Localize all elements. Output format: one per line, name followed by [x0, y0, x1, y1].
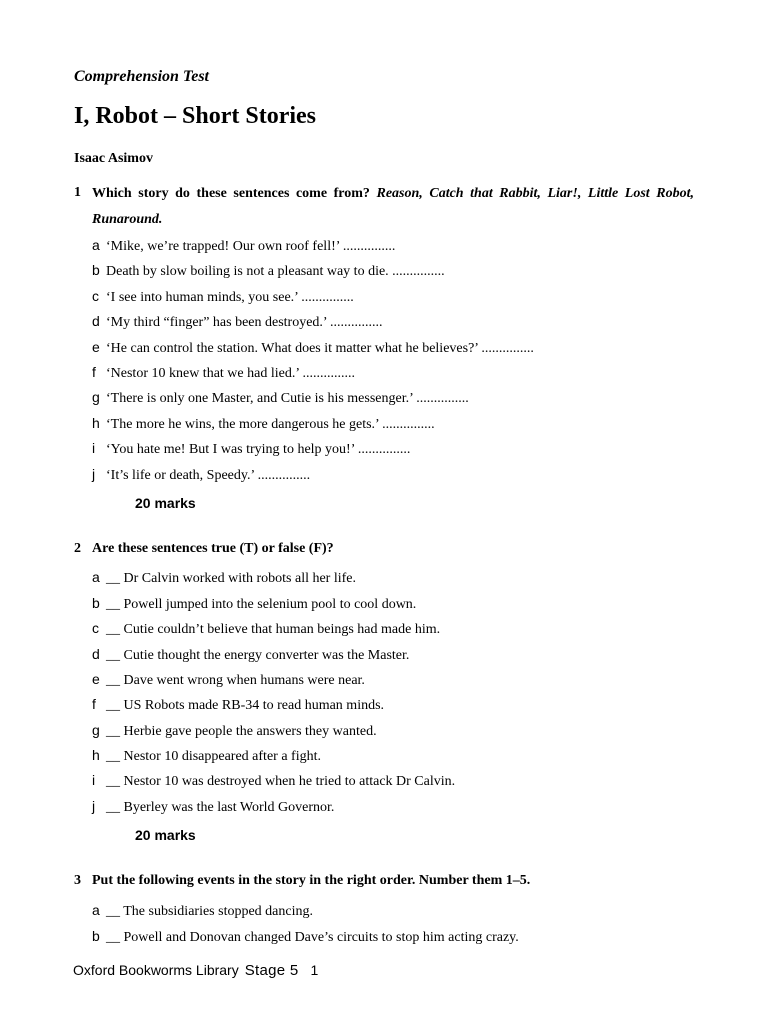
item-label: a [92, 237, 100, 253]
item-text: __ Herbie gave people the answers they wanted. [106, 724, 377, 739]
list-item [92, 772, 455, 790]
list-item [92, 288, 354, 306]
item-text: __ Cutie couldn’t believe that human beings had made him. [106, 622, 441, 637]
question-number: 3 [74, 873, 81, 888]
item-label: h [92, 747, 100, 763]
footer-stage: Stage 5 [244, 962, 299, 979]
list-item [92, 798, 334, 816]
item-text: ‘He can control the station. What does it matter what he believes?’ ............... [106, 341, 534, 356]
item-label: b [92, 928, 100, 944]
question-prompt: Which story do these sentences come from? [92, 186, 377, 201]
list-item [92, 313, 383, 331]
list-item [92, 389, 469, 407]
item-label: e [92, 339, 100, 355]
item-label: j [92, 466, 96, 482]
item-text: __ Nestor 10 disappeared after a fight. [106, 749, 321, 764]
item-text: __ Powell jumped into the selenium pool to cool down. [106, 597, 417, 612]
item-text: ‘It’s life or death, Speedy.’ ............... [106, 468, 311, 483]
story-list: Reason, Catch that Rabbit, Liar!, Little Lost Robot, Runaround. [92, 186, 694, 227]
list-item [92, 595, 416, 613]
list-item [92, 415, 435, 433]
question-number: 1 [74, 185, 81, 200]
item-label: g [92, 389, 100, 405]
list-item [92, 339, 534, 357]
item-label: f [92, 364, 96, 380]
item-label: d [92, 646, 100, 662]
author-name: Isaac Asimov [74, 151, 153, 166]
list-item [92, 237, 395, 255]
item-text: ‘My third “finger” has been destroyed.’ ............... [106, 315, 383, 330]
item-label: a [92, 569, 100, 585]
list-item [92, 440, 410, 458]
item-text: __ Dr Calvin worked with robots all her life. [106, 571, 357, 586]
list-item [92, 646, 409, 664]
item-label: b [92, 262, 100, 278]
item-text: ‘Mike, we’re trapped! Our own roof fell!’ ............... [106, 239, 396, 254]
item-text: ‘Nestor 10 knew that we had lied.’ ............... [106, 366, 355, 381]
list-item [92, 620, 440, 638]
item-label: i [92, 772, 96, 788]
item-label: c [92, 620, 99, 636]
question-text: Put the following events in the story in the right order. Number them 1–5. [92, 873, 531, 888]
list-item [92, 747, 321, 765]
footer-library: Oxford Bookworms Library [73, 962, 239, 978]
list-item [92, 569, 356, 587]
item-text: ‘There is only one Master, and Cutie is his messenger.’ ............... [106, 391, 469, 406]
item-label: i [92, 440, 96, 456]
marks-label: 20 marks [135, 495, 196, 511]
item-label: c [92, 288, 99, 304]
item-text: __ US Robots made RB-34 to read human minds. [106, 698, 385, 713]
item-label: d [92, 313, 100, 329]
list-item [92, 262, 445, 280]
list-item [92, 671, 365, 689]
test-subtitle: Comprehension Test [74, 68, 209, 85]
question-text [92, 181, 694, 233]
item-text: __ Powell and Donovan changed Dave’s circuits to stop him acting crazy. [106, 930, 519, 945]
item-text: __ Nestor 10 was destroyed when he tried to attack Dr Calvin. [106, 774, 456, 789]
item-text: __ Cutie thought the energy converter was the Master. [106, 648, 410, 663]
page-title: I, Robot – Short Stories [74, 103, 317, 129]
list-item [92, 722, 377, 740]
list-item [92, 696, 384, 714]
question-text: Are these sentences true (T) or false (F)? [92, 541, 334, 556]
item-label: b [92, 595, 100, 611]
item-label: e [92, 671, 100, 687]
item-text: ‘The more he wins, the more dangerous he gets.’ ............... [106, 417, 435, 432]
list-item [92, 466, 310, 484]
item-label: g [92, 722, 100, 738]
list-item [92, 364, 355, 382]
item-label: h [92, 415, 100, 431]
item-text: __ The subsidiaries stopped dancing. [106, 904, 313, 919]
marks-label: 20 marks [135, 827, 196, 843]
list-item [92, 928, 519, 946]
list-item [92, 902, 313, 920]
item-label: j [92, 798, 96, 814]
item-text: __ Byerley was the last World Governor. [106, 800, 335, 815]
page-footer [73, 962, 318, 979]
item-text: __ Dave went wrong when humans were near. [106, 673, 365, 688]
page-number: 1 [310, 962, 319, 978]
item-label: a [92, 902, 100, 918]
item-text: ‘I see into human minds, you see.’ ............... [106, 290, 354, 305]
item-text: Death by slow boiling is not a pleasant way to die. ............... [106, 264, 445, 279]
item-label: f [92, 696, 96, 712]
item-text: ‘You hate me! But I was trying to help you!’ ............... [106, 442, 411, 457]
question-number: 2 [74, 541, 81, 556]
